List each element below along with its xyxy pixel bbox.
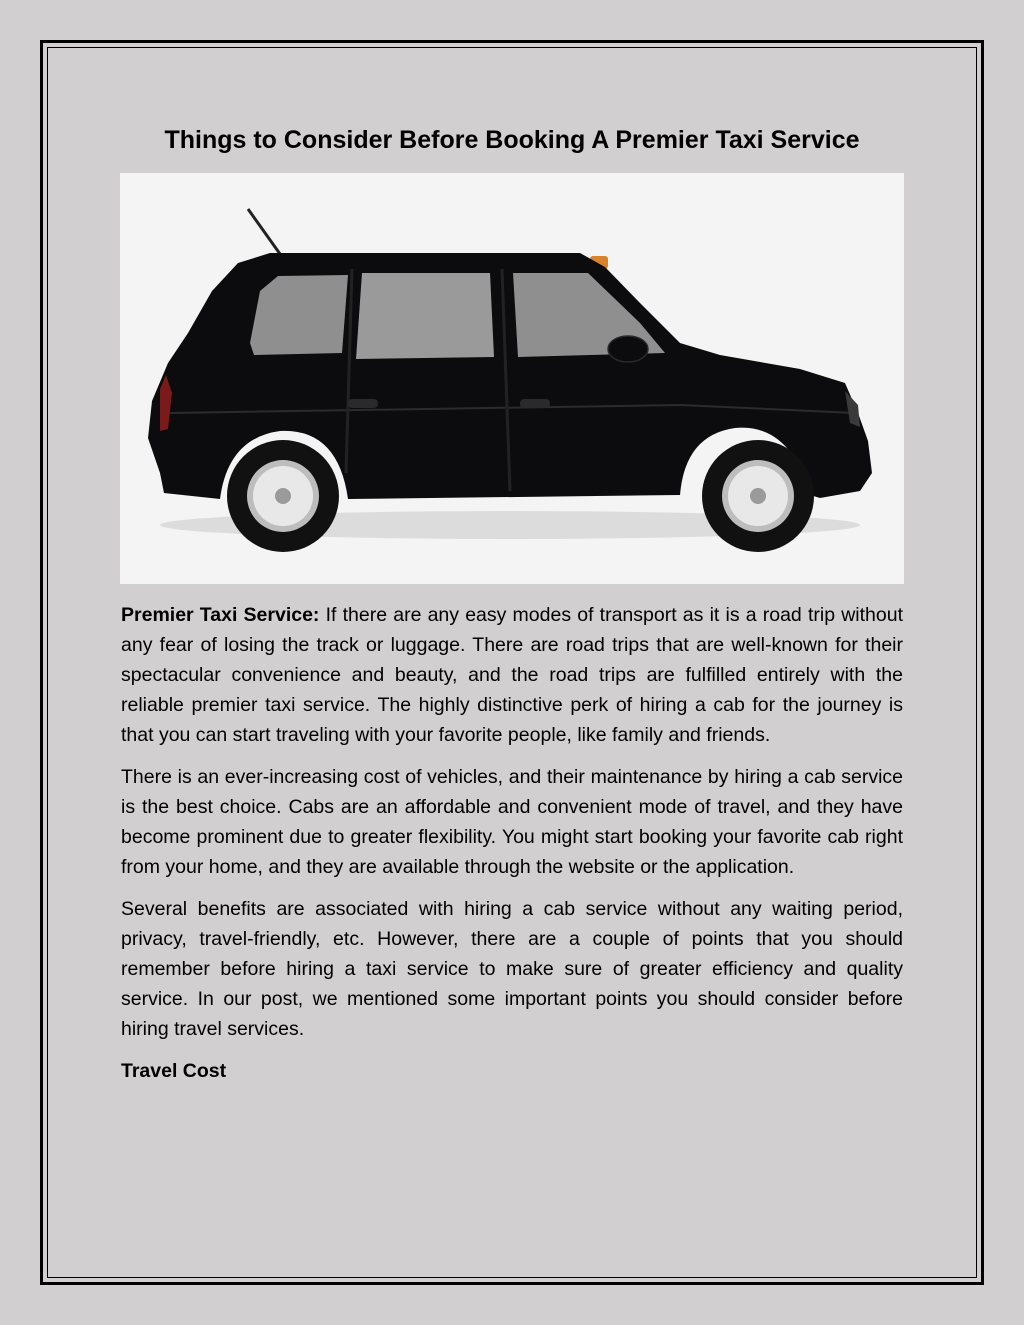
black-taxi-icon bbox=[120, 173, 904, 584]
taxi-photo bbox=[120, 173, 904, 584]
section-heading-travel-cost: Travel Cost bbox=[121, 1060, 227, 1082]
body-paragraph: There is an ever-increasing cost of vehicles, and their maintenance by hiring a cab service is the best choice. Cabs are an affordable and convenient mode of travel, and they have become prominent due to greater flexibility. You might start booking your favorite cab right from your home, and they are available through the website or the application. bbox=[121, 766, 903, 878]
intro-paragraph bbox=[121, 600, 903, 750]
body-paragraph: Several benefits are associated with hiring a cab service without any waiting period, privacy, travel-friendly, etc. However, there are a couple of points that you should remember before hiring a taxi service to make sure of greater efficiency and quality service. In our post, we mentioned some important points you should consider before hiring travel services. bbox=[121, 898, 903, 1040]
intro-label: Premier Taxi Service: bbox=[121, 604, 320, 626]
document-title: Things to Consider Before Booking A Premier Taxi Service bbox=[164, 126, 860, 154]
document-body bbox=[121, 600, 903, 1098]
intro-text: If there are any easy modes of transport as it is a road trip without any fear of losing the track or luggage. There are road trips that are well-known for their spectacular convenience and beauty, and the road trips are fulfilled entirely with the reliable premier taxi service. The highly distinctive perk of hiring a cab for the journey is that you can start traveling with your favorite people, like family and friends. bbox=[121, 604, 903, 746]
